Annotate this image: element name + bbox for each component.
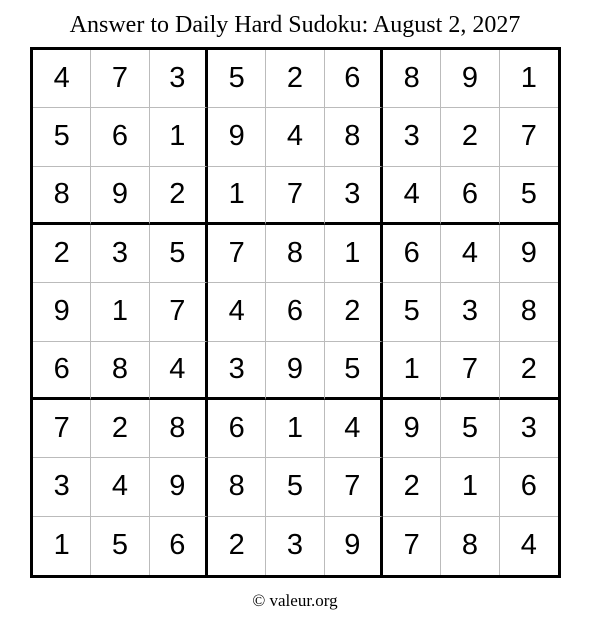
sudoku-cell[interactable]: 9 <box>91 167 149 225</box>
sudoku-cell[interactable]: 3 <box>500 400 558 458</box>
sudoku-cell[interactable]: 9 <box>325 517 383 575</box>
sudoku-cell[interactable]: 1 <box>33 517 91 575</box>
sudoku-cell[interactable]: 1 <box>441 458 499 516</box>
sudoku-cell[interactable]: 7 <box>500 108 558 166</box>
sudoku-cell[interactable]: 5 <box>208 50 266 108</box>
sudoku-cell[interactable]: 3 <box>266 517 324 575</box>
sudoku-cell[interactable]: 3 <box>150 50 208 108</box>
sudoku-cell[interactable]: 2 <box>266 50 324 108</box>
sudoku-cell[interactable]: 8 <box>500 283 558 341</box>
sudoku-cell[interactable]: 4 <box>441 225 499 283</box>
sudoku-cell[interactable]: 1 <box>150 108 208 166</box>
sudoku-cell[interactable]: 3 <box>33 458 91 516</box>
sudoku-cell[interactable]: 1 <box>266 400 324 458</box>
sudoku-cell[interactable]: 9 <box>33 283 91 341</box>
copyright-footer: © valeur.org <box>252 591 338 610</box>
sudoku-cell[interactable]: 4 <box>266 108 324 166</box>
sudoku-cell[interactable]: 4 <box>383 167 441 225</box>
sudoku-cell[interactable]: 6 <box>441 167 499 225</box>
sudoku-cell[interactable]: 3 <box>383 108 441 166</box>
page-title: Answer to Daily Hard Sudoku: August 2, 2027 <box>69 12 521 38</box>
sudoku-cell[interactable]: 5 <box>383 283 441 341</box>
sudoku-cell[interactable]: 4 <box>33 50 91 108</box>
sudoku-cell[interactable]: 8 <box>325 108 383 166</box>
sudoku-cell[interactable]: 5 <box>33 108 91 166</box>
sudoku-cell[interactable]: 4 <box>91 458 149 516</box>
sudoku-cell[interactable]: 5 <box>441 400 499 458</box>
sudoku-grid <box>30 47 561 578</box>
sudoku-cell[interactable]: 7 <box>266 167 324 225</box>
sudoku-cell[interactable]: 9 <box>441 50 499 108</box>
sudoku-cell[interactable]: 1 <box>91 283 149 341</box>
sudoku-cell[interactable]: 1 <box>383 342 441 400</box>
sudoku-cell[interactable]: 5 <box>500 167 558 225</box>
sudoku-cell[interactable]: 1 <box>208 167 266 225</box>
sudoku-cell[interactable]: 7 <box>91 50 149 108</box>
sudoku-cell[interactable]: 2 <box>91 400 149 458</box>
sudoku-cell[interactable]: 2 <box>441 108 499 166</box>
sudoku-cell[interactable]: 7 <box>208 225 266 283</box>
sudoku-cell[interactable]: 7 <box>33 400 91 458</box>
sudoku-cell[interactable]: 9 <box>500 225 558 283</box>
sudoku-cell[interactable]: 4 <box>208 283 266 341</box>
sudoku-cell[interactable]: 2 <box>500 342 558 400</box>
sudoku-cell[interactable]: 8 <box>383 50 441 108</box>
sudoku-cell[interactable]: 8 <box>150 400 208 458</box>
sudoku-cell[interactable]: 2 <box>150 167 208 225</box>
sudoku-cell[interactable]: 5 <box>150 225 208 283</box>
sudoku-cell[interactable]: 6 <box>150 517 208 575</box>
sudoku-cell[interactable]: 7 <box>383 517 441 575</box>
sudoku-cell[interactable]: 5 <box>266 458 324 516</box>
sudoku-cell[interactable]: 7 <box>441 342 499 400</box>
sudoku-cell[interactable]: 6 <box>500 458 558 516</box>
sudoku-cell[interactable]: 1 <box>500 50 558 108</box>
sudoku-cell[interactable]: 6 <box>266 283 324 341</box>
sudoku-cell[interactable]: 6 <box>383 225 441 283</box>
sudoku-cell[interactable]: 4 <box>520 529 537 562</box>
sudoku-cell[interactable]: 4 <box>325 400 383 458</box>
sudoku-cell[interactable]: 9 <box>266 342 324 400</box>
sudoku-cell[interactable]: 8 <box>208 458 266 516</box>
sudoku-cell[interactable]: 6 <box>33 342 91 400</box>
sudoku-cell[interactable]: 3 <box>325 167 383 225</box>
sudoku-cell[interactable]: 6 <box>325 50 383 108</box>
sudoku-cell[interactable]: 9 <box>208 108 266 166</box>
sudoku-cell[interactable]: 8 <box>33 167 91 225</box>
sudoku-cell[interactable]: 9 <box>150 458 208 516</box>
sudoku-cell[interactable]: 5 <box>325 342 383 400</box>
sudoku-cell[interactable]: 5 <box>91 517 149 575</box>
sudoku-cell[interactable]: 2 <box>33 225 91 283</box>
sudoku-cell[interactable]: 2 <box>325 283 383 341</box>
sudoku-cell[interactable]: 2 <box>208 517 266 575</box>
sudoku-cell[interactable]: 8 <box>441 517 499 575</box>
sudoku-cell[interactable]: 7 <box>150 283 208 341</box>
sudoku-cell[interactable]: 3 <box>441 283 499 341</box>
sudoku-cell[interactable]: 8 <box>91 342 149 400</box>
sudoku-cell[interactable]: 3 <box>208 342 266 400</box>
sudoku-cell[interactable]: 4 <box>150 342 208 400</box>
sudoku-cell[interactable]: 6 <box>91 108 149 166</box>
sudoku-cell[interactable]: 1 <box>325 225 383 283</box>
sudoku-cell[interactable]: 2 <box>383 458 441 516</box>
sudoku-cell[interactable]: 3 <box>91 225 149 283</box>
sudoku-cell[interactable]: 8 <box>266 225 324 283</box>
sudoku-cell[interactable]: 6 <box>208 400 266 458</box>
sudoku-cell[interactable]: 9 <box>383 400 441 458</box>
sudoku-cell[interactable]: 7 <box>325 458 383 516</box>
